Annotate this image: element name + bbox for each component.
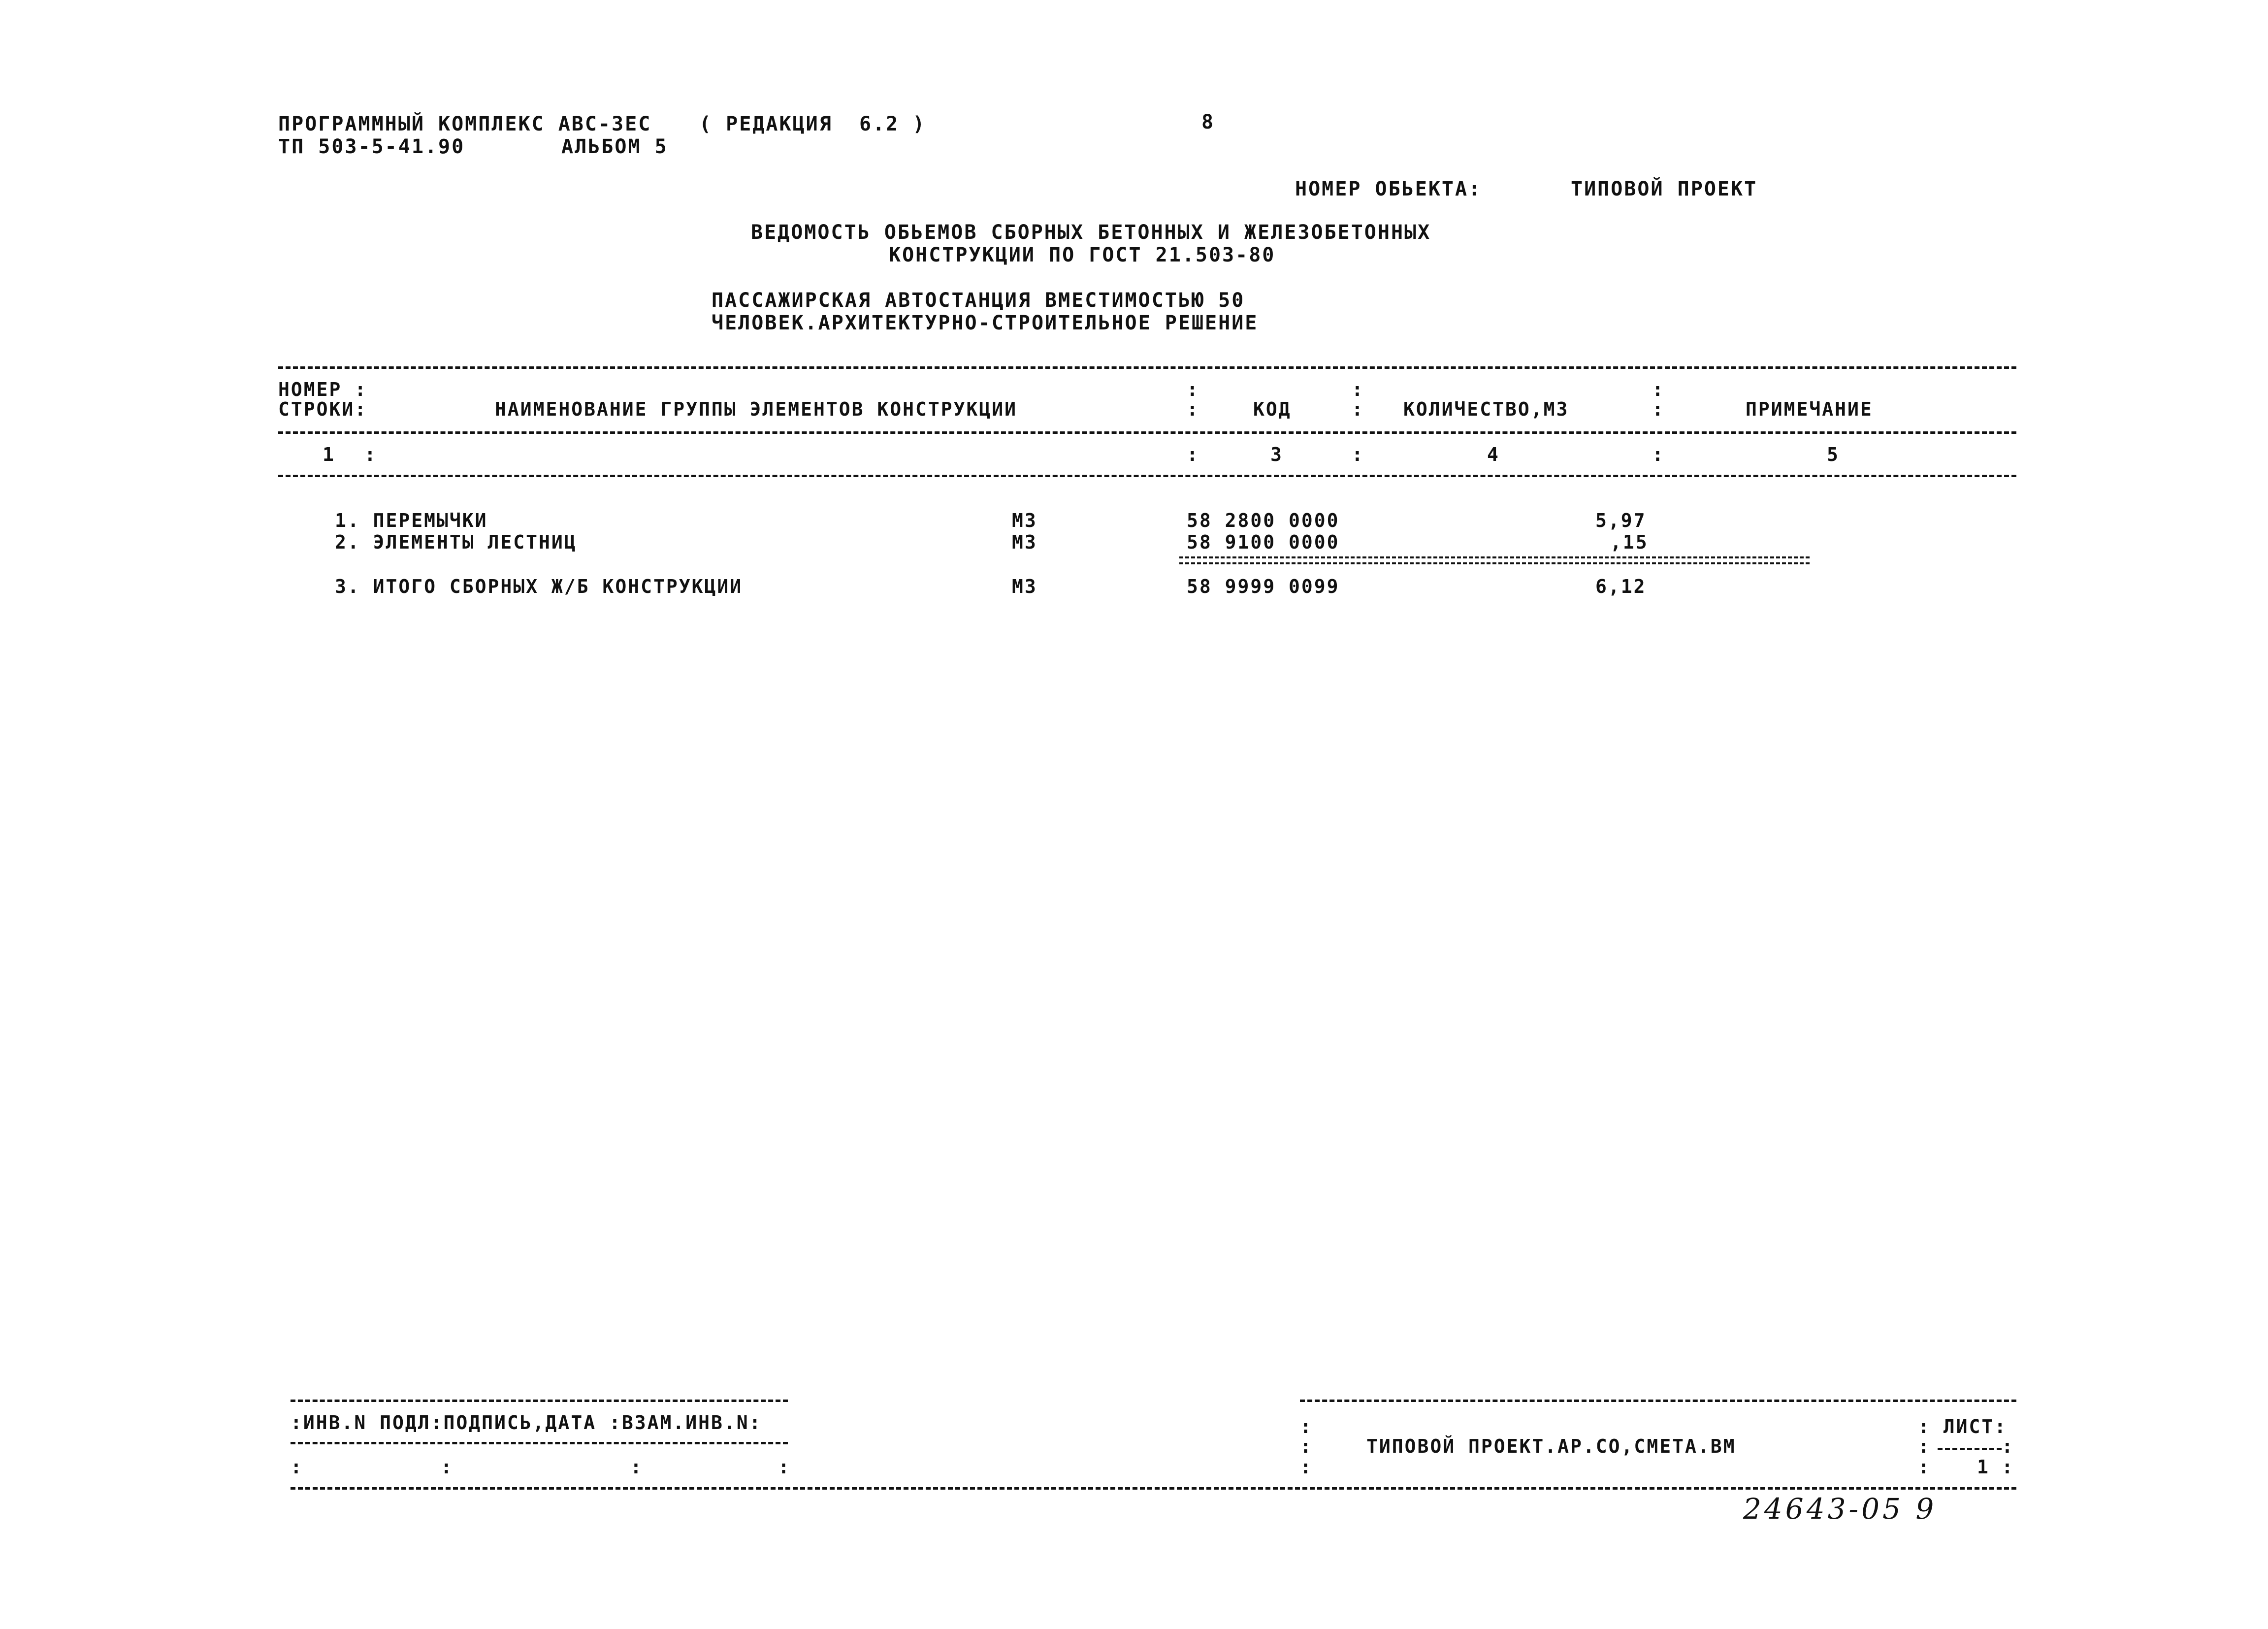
col4-header: КОЛИЧЕСТВО,М3: [1403, 398, 1569, 420]
stamp-separator: :: [291, 1456, 303, 1478]
col-separator: :: [1187, 379, 1199, 400]
row-2-code: 58 9100 0000: [1187, 531, 1340, 553]
stamp-separator: :: [1918, 1456, 1931, 1478]
stamp-separator: :: [441, 1456, 454, 1478]
col-separator: :: [1352, 398, 1364, 420]
subject-line2: ЧЕЛОВЕК.АРХИТЕКТУРНО-СТРОИТЕЛЬНОЕ РЕШЕНИЕ: [712, 312, 1259, 334]
stamp-separator: :: [630, 1456, 643, 1478]
col-number-3: 3: [1270, 444, 1283, 465]
document-title-line1: ВЕДОМОСТЬ ОБЬЕМОВ СБОРНЫХ БЕТОННЫХ И ЖЕЛЕЗОБЕТОННЫХ: [751, 221, 1431, 244]
row-3-unit: М3: [1012, 576, 1037, 597]
col-separator: :: [1652, 444, 1665, 465]
col1-header-line1: НОМЕР :: [278, 379, 368, 400]
stamp-left-header: :ИНВ.N ПОДЛ:ПОДПИСЬ,ДАТА :ВЗАМ.ИНВ.N:: [291, 1412, 762, 1434]
row-3-code: 58 9999 0099: [1187, 576, 1340, 597]
program-name: ПРОГРАММНЫЙ КОМПЛЕКС АВС-3ЕС: [278, 113, 652, 135]
col-number-5: 5: [1827, 444, 1840, 465]
document-title-line2: КОНСТРУКЦИИ ПО ГОСТ 21.503-80: [889, 244, 1276, 266]
row-3-qty: 6,12: [1595, 576, 1647, 597]
stamp-separator: :: [2002, 1456, 2014, 1478]
stamp-separator: :: [2002, 1435, 2014, 1457]
stamp-separator: :: [778, 1456, 791, 1478]
col5-header: ПРИМЕЧАНИЕ: [1746, 398, 1873, 420]
row-2-unit: М3: [1012, 531, 1037, 553]
page-number: 8: [1201, 111, 1215, 133]
column-number-rule: [278, 475, 2016, 477]
col-separator: :: [1187, 398, 1199, 420]
handwritten-inventory-number: 24643-05 9: [1743, 1492, 1937, 1526]
col-number-1: 1: [323, 444, 335, 465]
row-1-qty: 5,97: [1595, 510, 1647, 531]
sheet-number: 1: [1977, 1456, 1990, 1478]
row-2-name: 2. ЭЛЕМЕНТЫ ЛЕСТНИЦ: [335, 531, 577, 553]
col-separator: :: [1187, 444, 1199, 465]
col-separator: :: [1352, 444, 1364, 465]
col3-header: КОД: [1253, 398, 1292, 420]
project-code: ТП 503-5-41.90: [278, 135, 465, 158]
col-separator: :: [1352, 379, 1364, 400]
object-value: ТИПОВОЙ ПРОЕКТ: [1571, 178, 1758, 200]
total-rule-lower: [1179, 562, 1810, 564]
col-separator: :: [1652, 379, 1665, 400]
subject-line1: ПАССАЖИРСКАЯ АВТОСТАНЦИЯ ВМЕСТИМОСТЬЮ 50: [712, 289, 1245, 312]
col-separator: :: [364, 444, 377, 465]
col-number-4: 4: [1487, 444, 1500, 465]
stamp-left-mid-rule: [291, 1442, 788, 1444]
stamp-separator: :: [1300, 1456, 1313, 1478]
row-1-unit: М3: [1012, 510, 1037, 531]
stamp-left-top-rule: [291, 1400, 788, 1402]
col1-header-line2: СТРОКИ:: [278, 398, 368, 420]
row-1-code: 58 2800 0000: [1187, 510, 1340, 531]
stamp-bottom-rule: [291, 1487, 2016, 1490]
header-rule: [278, 431, 2016, 434]
album: АЛЬБОМ 5: [561, 135, 668, 158]
stamp-title: ТИПОВОЙ ПРОЕКТ.АР.СО,СМЕТА.ВМ: [1366, 1435, 1736, 1457]
col2-header: НАИМЕНОВАНИЕ ГРУППЫ ЭЛЕМЕНТОВ КОНСТРУКЦИИ: [495, 398, 1017, 420]
stamp-separator: :: [1918, 1435, 1931, 1457]
table-top-rule: [278, 366, 2016, 369]
stamp-separator: :: [1300, 1435, 1313, 1457]
stamp-right-top-rule: [1300, 1400, 2016, 1402]
object-label: НОМЕР ОБЬЕКТА:: [1295, 178, 1482, 200]
sheet-label: : ЛИСТ:: [1918, 1416, 2008, 1437]
stamp-separator: :: [1300, 1416, 1313, 1437]
edition: ( РЕДАКЦИЯ 6.2 ): [699, 113, 926, 135]
row-2-qty: ,15: [1610, 531, 1649, 553]
total-rule-upper: [1179, 556, 1810, 558]
col-separator: :: [1652, 398, 1665, 420]
row-1-name: 1. ПЕРЕМЫЧКИ: [335, 510, 488, 531]
sheet-box-rule: [1938, 1448, 2002, 1450]
row-3-name: 3. ИТОГО СБОРНЫХ Ж/Б КОНСТРУКЦИИ: [335, 576, 743, 597]
